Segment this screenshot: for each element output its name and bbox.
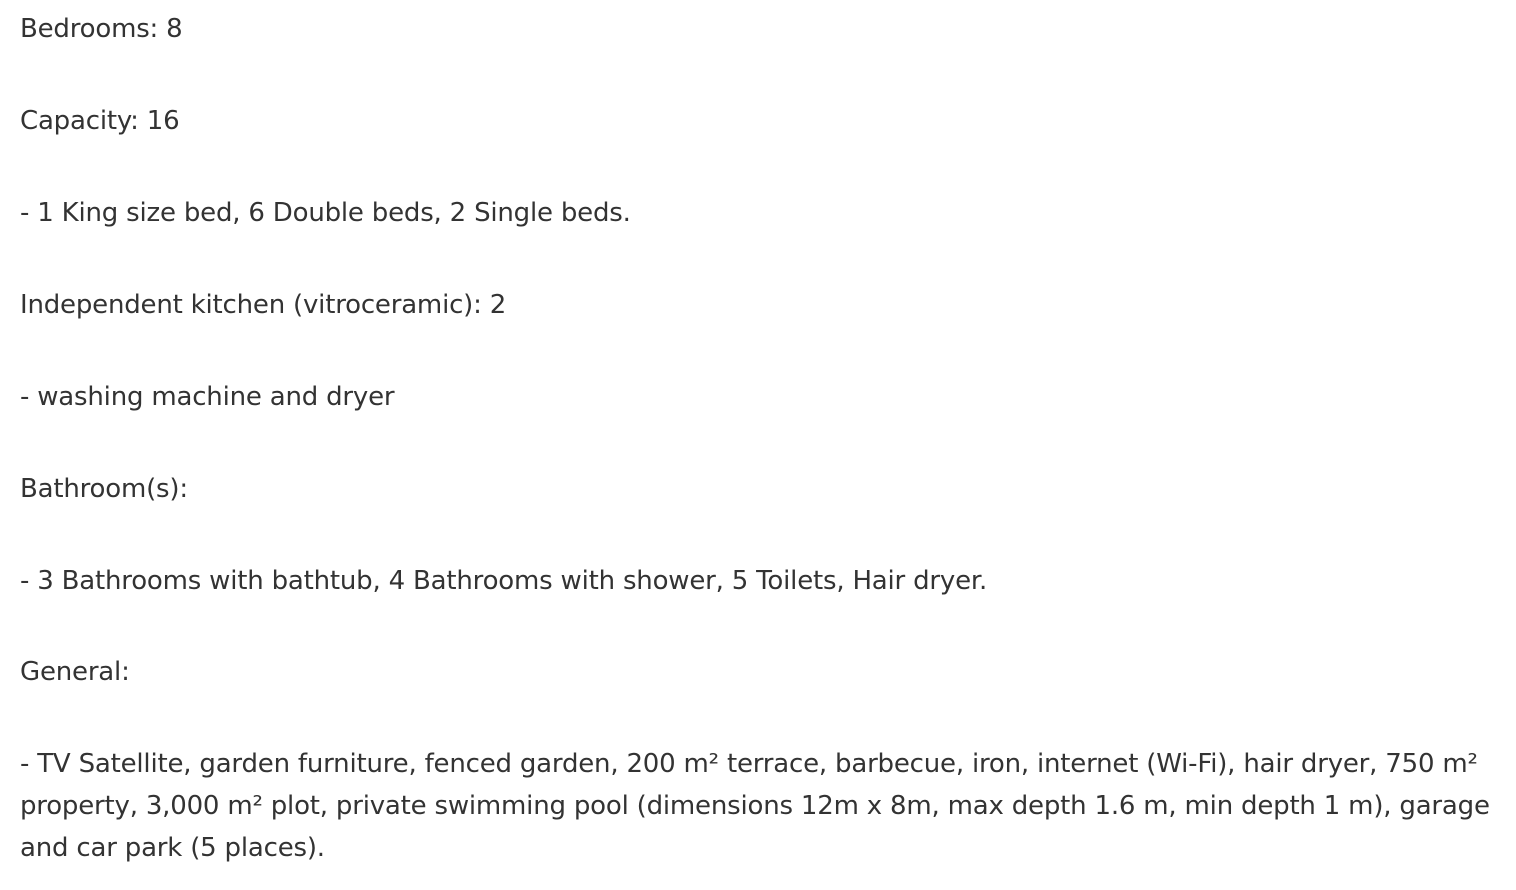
beds-text: - 1 King size bed, 6 Double beds, 2 Single beds. (20, 198, 631, 228)
general-text-line-1: - TV Satellite, garden furniture, fenced garden, 200 m² terrace, barbecue, iron, internet (Wi-Fi), hair dryer, 750 m² (20, 749, 1478, 779)
general-text-line-3: and car park (5 places). (20, 833, 325, 863)
capacity-text: Capacity: 16 (20, 106, 180, 136)
bathrooms-heading: Bathroom(s): (20, 474, 188, 504)
kitchen-text: Independent kitchen (vitroceramic): 2 (20, 290, 507, 320)
bedrooms-text: Bedrooms: 8 (20, 14, 183, 44)
general-heading: General: (20, 657, 130, 687)
bathrooms-text: - 3 Bathrooms with bathtub, 4 Bathrooms with shower, 5 Toilets, Hair dryer. (20, 566, 988, 596)
general-text-line-2: property, 3,000 m² plot, private swimming pool (dimensions 12m x 8m, max depth 1.6 m, min depth 1 m), garage (20, 791, 1490, 821)
laundry-text: - washing machine and dryer (20, 382, 395, 412)
